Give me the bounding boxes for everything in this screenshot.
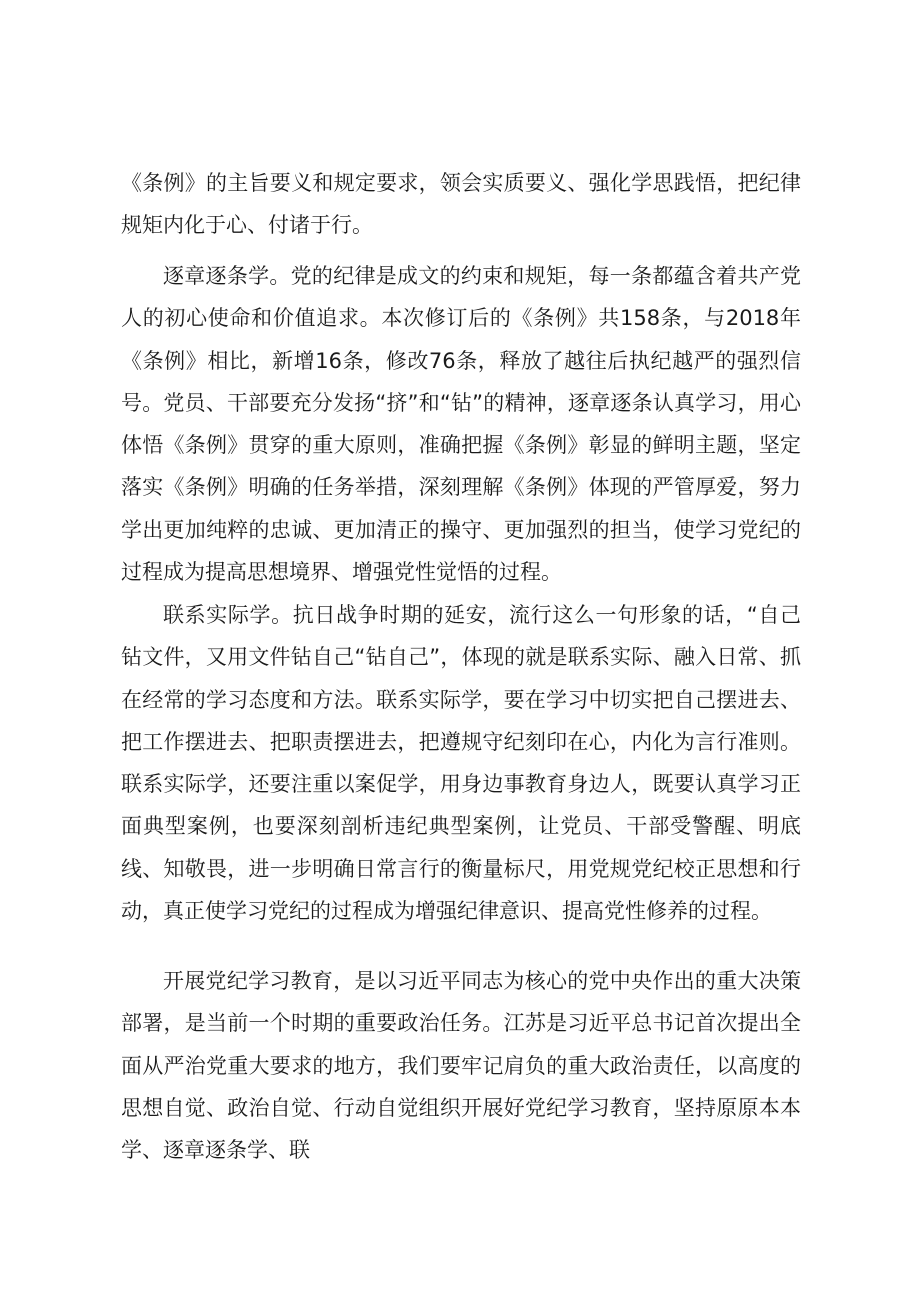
paragraph-1: 《条例》的主旨要义和规定要求，领会实质要义、强化学思践悟，把纪律规矩内化于心、付诸于行。: [121, 171, 801, 238]
paragraph-3: 联系实际学。抗日战争时期的延安，流行这么一句形象的话，“自己钻文件，又用文件钻自己“钻自己”，体现的就是联系实际、融入日常、抓在经常的学习态度和方法。联系实际学，要在学习中切实把自己摆进去、把工作摆进去、把职责摆进去，把遵规守纪刻印在心，内化为言行准则。联系实际学，还要注重以案促学，用身边事教育身边人，既要认真学习正面典型案例，也要深刻剖析违纪典型案例，让党员、干部受警醒、明底线、知敬畏，进一步明确日常言行的衡量标尺，用党规党纪校正思想和行动，真正使学习党纪的过程成为增强纪律意识、提高党性修养的过程。: [121, 603, 801, 924]
paragraph-4: 开展党纪学习教育，是以习近平同志为核心的党中央作出的重大决策部署，是当前一个时期的重要政治任务。江苏是习近平总书记首次提出全面从严治党重大要求的地方，我们要牢记肩负的重大政治责任，以高度的思想自觉、政治自觉、行动自觉组织开展好党纪学习教育，坚持原原本本学、逐章逐条学、联: [121, 969, 801, 1163]
paragraph-discipline-education: [121, 960, 801, 1171]
paragraph-study-with-practice: [121, 594, 801, 932]
paragraph-2: 逐章逐条学。党的纪律是成文的约束和规矩，每一条都蕴含着共产党人的初心使命和价值追求。本次修订后的《条例》共158条，与2018年《条例》相比，新增16条，修改76条，释放了越往后执纪越严的强烈信号。党员、干部要充分发扬“挤”和“钻”的精神，逐章逐条认真学习，用心体悟《条例》贯穿的重大原则，准确把握《条例》彰显的鲜明主题，坚定落实《条例》明确的任务举措，深刻理解《条例》体现的严管厚爱，努力学出更加纯粹的忠诚、更加清正的操守、更加强烈的担当，使学习党纪的过程成为提高思想境界、增强党性觉悟的过程。: [121, 264, 801, 585]
paragraph-continuation: [121, 162, 801, 247]
paragraph-study-chapter-by-chapter: [121, 255, 801, 593]
